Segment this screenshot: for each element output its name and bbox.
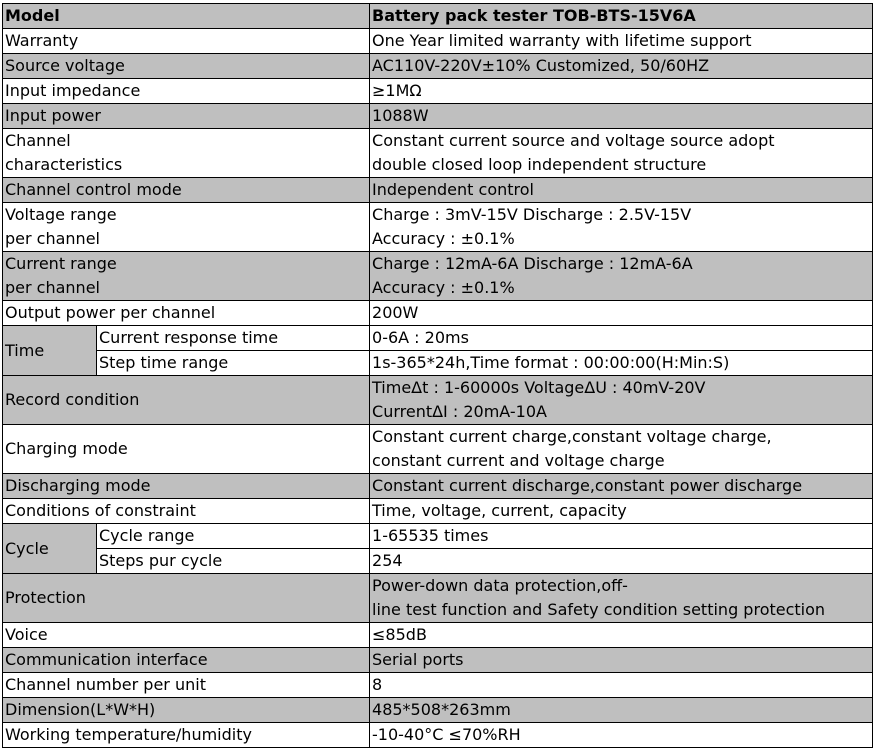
table-row [3,425,873,474]
row-label: Protection [3,574,370,623]
table-row [3,698,873,723]
row-value: 200W [370,301,873,326]
row-value: Constant current discharge,constant power discharge [370,474,873,499]
row-value: 254 [370,549,873,574]
row-value: ≤85dB [370,623,873,648]
row-value: TimeΔt : 1-60000s VoltageΔU : 40mV-20V CurrentΔI : 20mA-10A [370,376,873,425]
header-label: Model [3,4,370,29]
row-value: Charge : 3mV-15V Discharge : 2.5V-15V Accuracy : ±0.1% [370,203,873,252]
row-label: Current range per channel [3,252,370,301]
row-label: Charging mode [3,425,370,474]
row-sublabel: Cycle range [97,524,370,549]
table-row [3,673,873,698]
row-label: Record condition [3,376,370,425]
row-label: Dimension(L*W*H) [3,698,370,723]
row-value: AC110V-220V±10% Customized, 50/60HZ [370,54,873,79]
table-row [3,29,873,54]
table-row [3,574,873,623]
row-label: Output power per channel [3,301,370,326]
row-label: Voice [3,623,370,648]
row-value: Constant current charge,constant voltage charge, constant current and voltage charge [370,425,873,474]
row-value: Charge : 12mA-6A Discharge : 12mA-6A Accuracy : ±0.1% [370,252,873,301]
row-label: Channel control mode [3,178,370,203]
row-value: Constant current source and voltage source adopt double closed loop independent structure [370,129,873,178]
row-sublabel: Step time range [97,351,370,376]
header-row [3,4,873,29]
row-value: One Year limited warranty with lifetime support [370,29,873,54]
row-label: Discharging mode [3,474,370,499]
row-label: Communication interface [3,648,370,673]
table-row [3,376,873,425]
row-value: Independent control [370,178,873,203]
table-row [3,499,873,524]
table-row [3,203,873,252]
row-label: Voltage range per channel [3,203,370,252]
table-row [3,104,873,129]
row-value: -10-40°C ≤70%RH [370,723,873,748]
row-value: Serial ports [370,648,873,673]
table-row [3,474,873,499]
cycle-group-label: Cycle [3,524,97,574]
table-row [3,54,873,79]
row-label: Conditions of constraint [3,499,370,524]
table-row [3,549,873,574]
row-value: Time, voltage, current, capacity [370,499,873,524]
row-label: Working temperature/humidity [3,723,370,748]
row-value: 8 [370,673,873,698]
table-row [3,79,873,104]
table-row [3,623,873,648]
row-value: ≥1MΩ [370,79,873,104]
row-label: Input power [3,104,370,129]
row-label: Input impedance [3,79,370,104]
row-sublabel: Steps pur cycle [97,549,370,574]
row-label: Channel number per unit [3,673,370,698]
row-value: 1088W [370,104,873,129]
row-value: Power-down data protection,off- line test function and Safety condition setting protection [370,574,873,623]
table-row [3,524,873,549]
table-row [3,723,873,748]
table-row [3,129,873,178]
spec-table [2,3,873,748]
time-group-label: Time [3,326,97,376]
table-row [3,326,873,351]
row-value: 1-65535 times [370,524,873,549]
table-row [3,648,873,673]
row-value: 0-6A : 20ms [370,326,873,351]
row-value: 485*508*263mm [370,698,873,723]
row-value: 1s-365*24h,Time format : 00:00:00(H:Min:S) [370,351,873,376]
row-label: Warranty [3,29,370,54]
table-row [3,301,873,326]
row-label: Channel characteristics [3,129,370,178]
table-row [3,252,873,301]
table-row [3,351,873,376]
header-value: Battery pack tester TOB-BTS-15V6A [370,4,873,29]
table-row [3,178,873,203]
row-label: Source voltage [3,54,370,79]
row-sublabel: Current response time [97,326,370,351]
